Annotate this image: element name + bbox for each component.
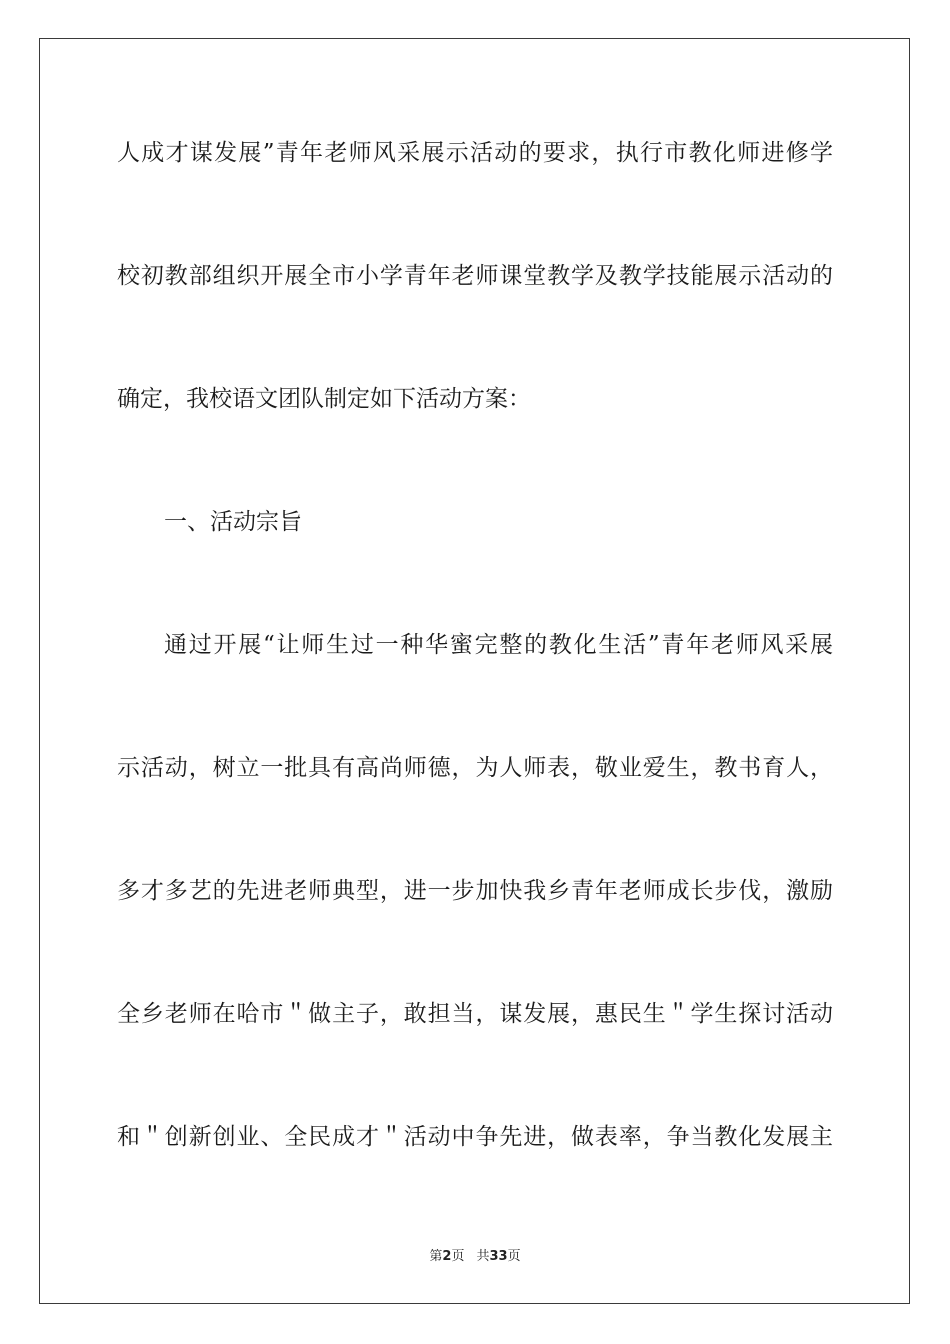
footer-page-suffix: 页 [451, 1249, 465, 1264]
footer-page-number: 2 [442, 1249, 452, 1264]
body-line-2: 校初教部组织开展全市小学青年老师课堂教学及教学技能展示活动的 [117, 263, 833, 289]
body-line-3: 确定，我校语文团队制定如下活动方案： [117, 386, 531, 412]
page-border [39, 38, 910, 1304]
body-line-1: 人成才谋发展”青年老师风采展示活动的要求，执行市教化师进修学 [117, 140, 833, 166]
body-line-9: 和＂创新创业、全民成才＂活动中争先进，做表率，争当教化发展主 [117, 1124, 833, 1150]
body-line-8: 全乡老师在哈市＂做主子，敢担当，谋发展，惠民生＂学生探讨活动 [117, 1001, 833, 1027]
footer-total-suffix: 页 [507, 1249, 521, 1264]
footer-total-pages: 33 [489, 1249, 508, 1264]
body-line-5: 通过开展“让师生过一种华蜜完整的教化生活”青年老师风采展 [164, 632, 833, 658]
footer-page-prefix: 第 [429, 1249, 443, 1264]
body-line-6: 示活动，树立一批具有高尚师德，为人师表，敬业爱生，教书育人， [117, 755, 833, 781]
page-footer [0, 1248, 950, 1266]
section-heading: 一、活动宗旨 [164, 509, 302, 535]
body-line-7: 多才多艺的先进老师典型，进一步加快我乡青年老师成长步伐，激励 [117, 878, 833, 904]
footer-total-prefix: 共 [476, 1249, 490, 1264]
